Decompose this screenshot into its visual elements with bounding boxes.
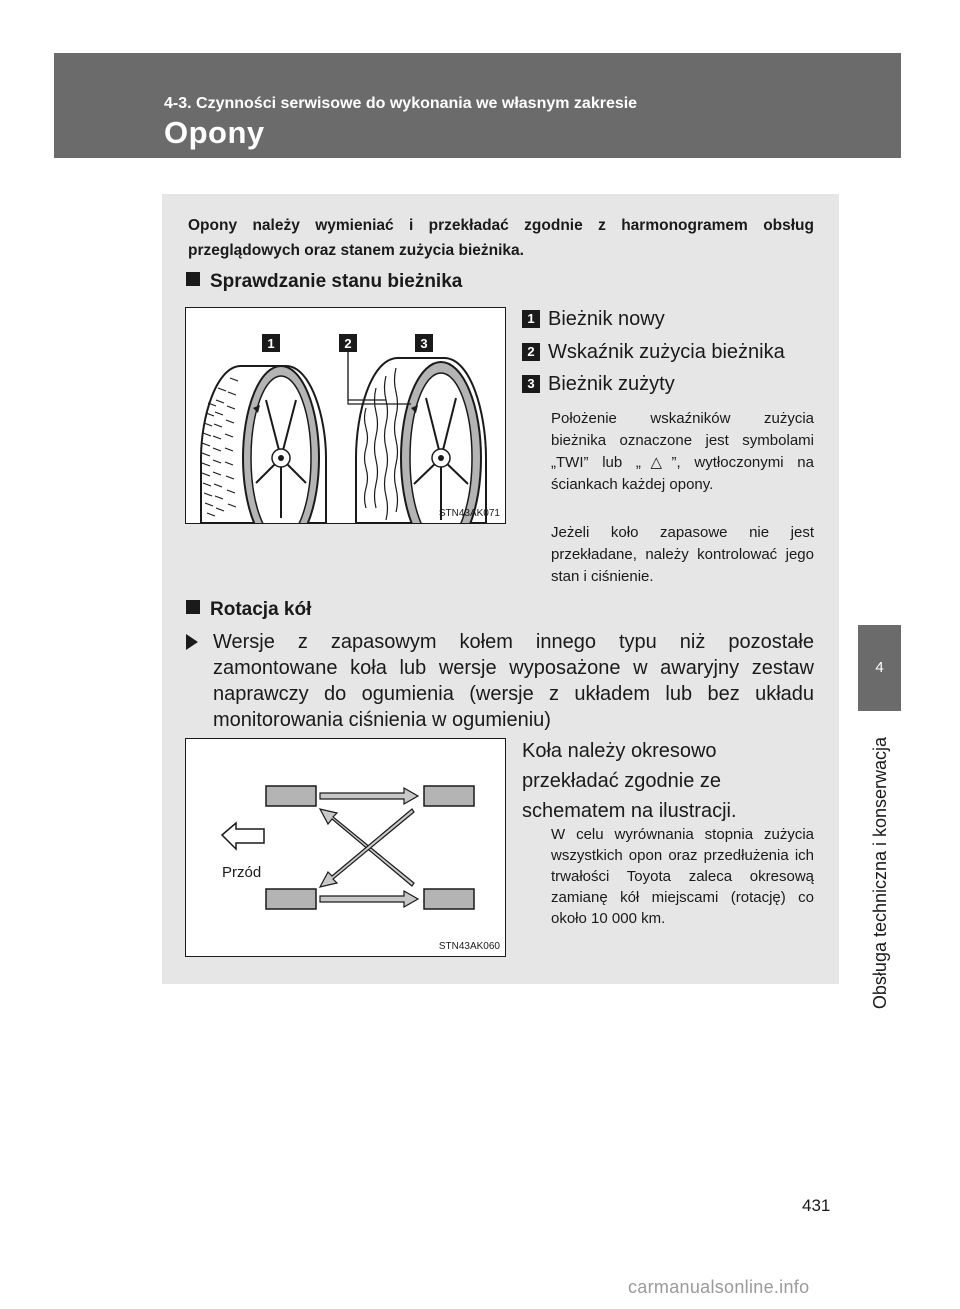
legend-label-2: Wskaźnik zużycia bieżnika bbox=[548, 341, 785, 363]
chapter-title bbox=[866, 718, 894, 1028]
rotation-diagram bbox=[186, 739, 505, 956]
page-number: 431 bbox=[802, 1196, 831, 1215]
new-tire-icon bbox=[201, 366, 326, 523]
rotation-note: W celu wyrównania stopnia zużycia wszystkich opon oraz przedłużenia ich trwałości Toyota zaleca okresową zamianę kół miejscami (rotację) co około 10 000 km. bbox=[551, 826, 814, 927]
tread-heading-text: Sprawdzanie stanu bieżnika bbox=[210, 271, 463, 292]
square-bullet-icon bbox=[186, 600, 200, 614]
wheel-front-left bbox=[266, 786, 316, 806]
chapter-tab[interactable]: 4 bbox=[858, 625, 901, 711]
worn-tire-icon bbox=[356, 358, 486, 523]
tread-heading bbox=[186, 270, 462, 294]
watermark: carmanualsonline.info bbox=[628, 1277, 810, 1297]
tread-illustration bbox=[186, 308, 505, 523]
rotation-instruction: Koła należy okresowo przekładać zgodnie ze schematem na ilustracji. bbox=[522, 740, 737, 822]
svg-text:1: 1 bbox=[267, 336, 275, 351]
svg-text:3: 3 bbox=[420, 336, 428, 351]
section-path: 4-3. Czynności serwisowe do wykonania we własnym zakresie bbox=[164, 95, 638, 112]
square-bullet-icon bbox=[186, 272, 200, 286]
legend-item-new bbox=[522, 307, 665, 331]
front-direction-icon bbox=[222, 823, 264, 849]
legend-label-3: Bieżnik zużyty bbox=[548, 373, 675, 395]
rotation-figure-code: STN43AK060 bbox=[438, 941, 500, 952]
rotation-bullet-text: Wersje z zapasowym kołem innego typu niż pozostałe zamontowane koła lub wersje wyposażone w awaryjny zestaw naprawczy do ogumienia (wersje z układem lub bez układu monitorowania ciśnienia w ogumieniu) bbox=[213, 631, 814, 731]
wheel-rear-left bbox=[424, 786, 474, 806]
rotation-bullet bbox=[186, 629, 814, 733]
callout-1 bbox=[262, 334, 280, 352]
rotation-heading bbox=[186, 598, 311, 622]
tread-figure bbox=[185, 307, 506, 524]
legend-num-2: 2 bbox=[522, 343, 540, 361]
rotation-heading-text: Rotacja kół bbox=[210, 599, 312, 620]
legend-item-indicator bbox=[522, 340, 785, 364]
rotation-figure bbox=[185, 738, 506, 957]
page-title: Opony bbox=[164, 115, 265, 150]
spare-note: Jeżeli koło zapasowe nie jest przekładane, należy kontrolować jego stan i ciśnienie. bbox=[551, 524, 814, 585]
twi-note: Położenie wskaźników zużycia bieżnika oznaczone jest symbolami „TWI” lub „△”, wytłoczonymi na ściankach każdej opony. bbox=[551, 410, 814, 493]
tread-figure-code: STN43AK071 bbox=[438, 508, 500, 519]
legend-num-1: 1 bbox=[522, 310, 540, 328]
wheel-rear-right bbox=[424, 889, 474, 909]
wheel-front-right bbox=[266, 889, 316, 909]
front-label: Przód bbox=[222, 864, 262, 881]
arrow-right-to-rear bbox=[320, 891, 418, 907]
arrow-left-to-rear bbox=[320, 788, 418, 804]
legend-item-worn bbox=[522, 372, 675, 396]
chapter-title-text: Obsługa techniczna i konserwacja bbox=[870, 736, 890, 1010]
intro-text: Opony należy wymieniać i przekładać zgodnie z harmonogramem obsług przeglądowych oraz stanem zużycia bieżnika. bbox=[188, 217, 814, 259]
callout-2 bbox=[339, 334, 357, 352]
legend-label-1: Bieżnik nowy bbox=[548, 308, 665, 330]
page-header bbox=[54, 53, 901, 158]
legend-num-3: 3 bbox=[522, 375, 540, 393]
triangle-bullet-icon bbox=[186, 634, 198, 650]
svg-text:2: 2 bbox=[344, 336, 352, 351]
callout-3 bbox=[415, 334, 433, 352]
